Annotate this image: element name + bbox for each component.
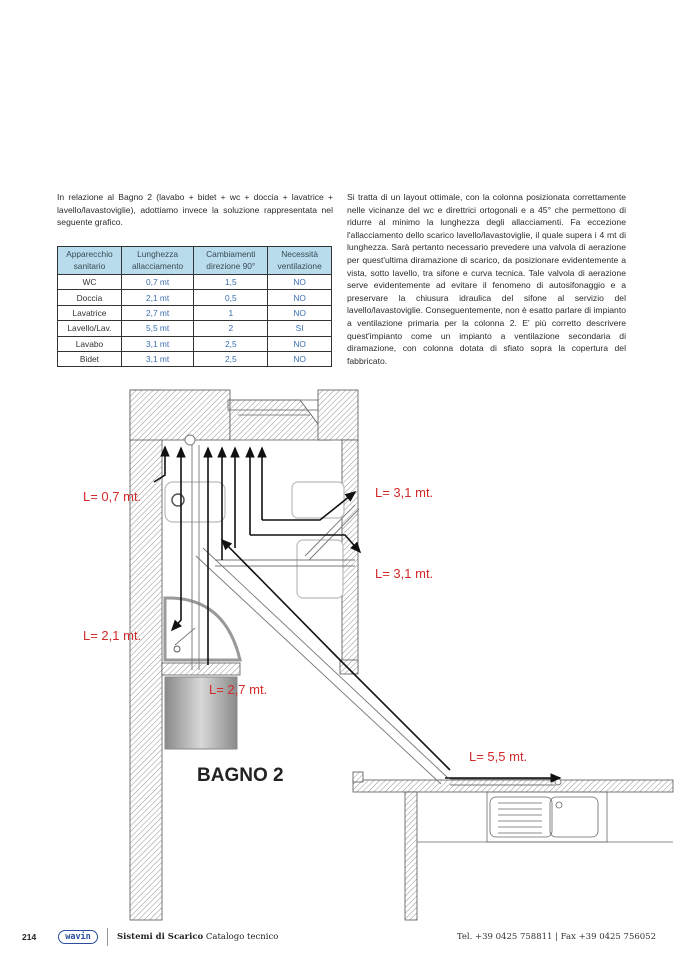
cell-ventilazione: SI [268, 321, 332, 336]
top-left-wall [130, 390, 230, 440]
cell-cambiamenti: 1 [194, 305, 268, 320]
cell-apparecchio: WC [58, 275, 122, 290]
cell-apparecchio: Bidet [58, 351, 122, 366]
cell-ventilazione: NO [268, 336, 332, 351]
header-apparecchio: Apparecchio sanitario [58, 247, 122, 275]
cell-ventilazione: NO [268, 305, 332, 320]
page-number: 214 [22, 932, 37, 942]
kitchen-wall [353, 780, 673, 792]
body-paragraph: Si tratta di un layout ottimale, con la colonna posizionata correttamente nelle vicinanze del wc e direttrici ortogonali e a 45° che permettono di ridurre al minimo la lunghezza degli allacciamenti. Fa eccezione l'allacciamento dello scarico lavello/lavastoviglie, il quale supera i 4 mt di lunghezza. Sarà pertanto necessario prevedere una valvola di aerazione per quest'ultima diramazione di scarico, da posizionare evidentemente a vista, sotto lavello, tra sifone e curva tecnica. Tale valvola di aerazione serve evidentemente ad evitare il fenomeno di autosifonaggio e a preservare la chiusura idraulica del sifone al servizio del lavello/lavastoviglie. Conseguentemente, non è esatto parlare di impianto a ventilazione primaria per la colonna 2. E' più corretto descrivere quest'impianto come un impianto a ventilazione secondaria di diramazione, con colonna dotata di sfiato sopra la copertura del fabbricato. [347, 192, 626, 366]
wc-length-label: L= 0,7 mt. [83, 489, 142, 504]
cell-lunghezza: 0,7 mt [121, 275, 193, 290]
lavabo-length-label: L= 3,1 mt. [375, 566, 434, 581]
cell-apparecchio: Lavatrice [58, 305, 122, 320]
right-wall [342, 440, 358, 670]
lavello-length-label: L= 5,5 mt. [469, 749, 528, 764]
top-right-wall [318, 390, 358, 440]
header-lunghezza: Lunghezza allacciamento [121, 247, 193, 275]
kitchen-sink [417, 792, 673, 842]
cell-cambiamenti: 2,5 [194, 336, 268, 351]
cell-apparecchio: Lavello/Lav. [58, 321, 122, 336]
header-ventilazione: Necessità ventilazione [268, 247, 332, 275]
lavatrice-length-label: L= 2,7 mt. [209, 682, 268, 697]
cell-cambiamenti: 0,5 [194, 290, 268, 305]
cell-lunghezza: 2,7 mt [121, 305, 193, 320]
cell-lunghezza: 5,5 mt [121, 321, 193, 336]
cell-apparecchio: Lavabo [58, 336, 122, 351]
intro-paragraph: In relazione al Bagno 2 (lavabo + bidet + wc + doccia + lavatrice + lavello/lavastoviglie), adottiamo invece la soluzione rappresentata nel seguente grafico. [57, 192, 333, 228]
catalog-title-rest: Catalogo tecnico [205, 932, 279, 942]
bidet-fixture [292, 482, 344, 518]
bidet-length-label: L= 3,1 mt. [375, 485, 434, 500]
header-cambiamenti: Cambiamenti direzione 90° [194, 247, 268, 275]
cell-cambiamenti: 1,5 [194, 275, 268, 290]
left-wall [130, 390, 162, 920]
cell-ventilazione: NO [268, 275, 332, 290]
catalog-title [117, 932, 278, 942]
catalog-title-bold: Sistemi di Scarico [117, 932, 204, 942]
cell-ventilazione: NO [268, 351, 332, 366]
shower-ledge [162, 663, 240, 675]
footer-divider [107, 928, 108, 946]
cell-lunghezza: 3,1 mt [121, 351, 193, 366]
cell-lunghezza: 2,1 mt [121, 290, 193, 305]
doccia-length-label: L= 2,1 mt. [83, 628, 142, 643]
cell-cambiamenti: 2,5 [194, 351, 268, 366]
page-footer [0, 928, 678, 948]
cell-ventilazione: NO [268, 290, 332, 305]
wavin-logo: wavin [58, 930, 98, 944]
room-title: BAGNO 2 [197, 765, 284, 786]
cell-cambiamenti: 2 [194, 321, 268, 336]
cell-apparecchio: Doccia [58, 290, 122, 305]
contact-info: Tel. +39 0425 758811 | Fax +39 0425 756052 [456, 932, 656, 942]
cell-lunghezza: 3,1 mt [121, 336, 193, 351]
kitchen-partition [405, 792, 417, 920]
